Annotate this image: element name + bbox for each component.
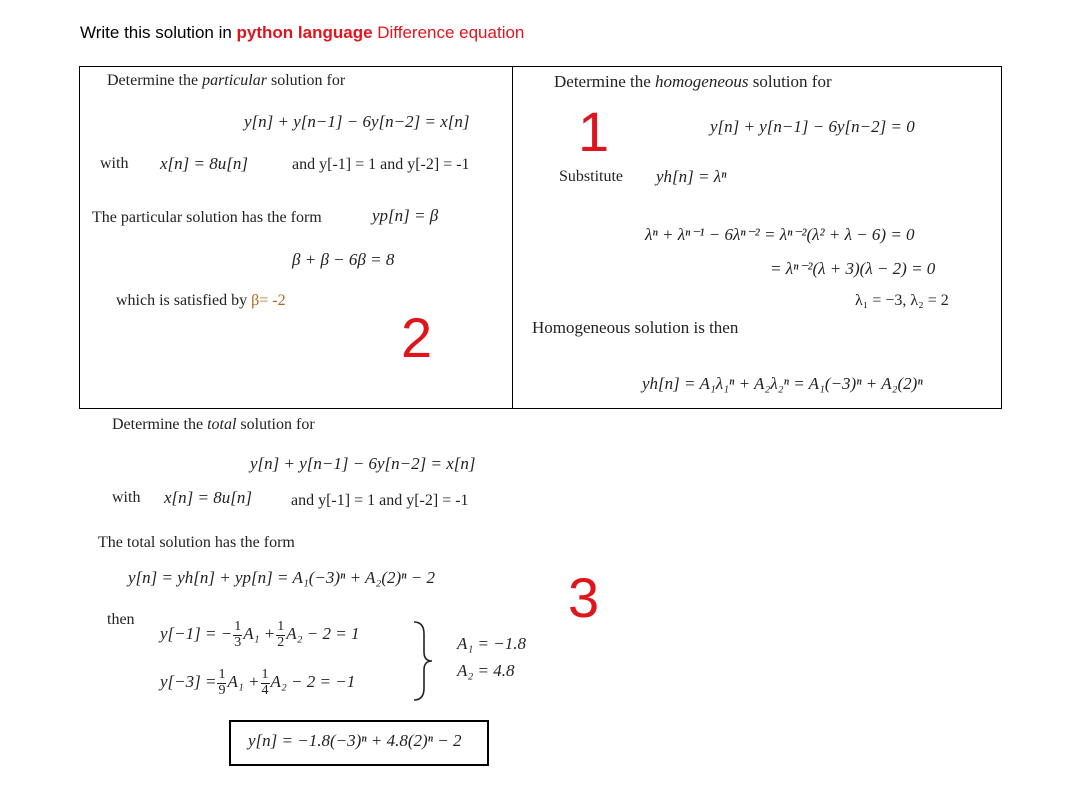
particular-input: x[n] = 8u[n] xyxy=(160,154,248,173)
particular-with-label: with xyxy=(100,155,129,172)
total-title: Determine the total solution for xyxy=(112,416,315,433)
fraction-1-4: $\frac{1}{4}$ xyxy=(261,667,269,698)
characteristic-equation-2: = λⁿ⁻²(λ + 3)(λ − 2) = 0 xyxy=(770,259,936,278)
system-equation-1: y[−1] = − $\frac{1}{3}$ A₁ + $\frac{1}{2}$ A₂ − 2 = 1 xyxy=(160,619,360,650)
total-input: x[n] = 8u[n] xyxy=(164,488,252,507)
substitute-label: Substitute xyxy=(559,168,624,185)
characteristic-equation-1: λⁿ + λⁿ⁻¹ − 6λⁿ⁻² = λⁿ⁻²(λ² + λ − 6) = 0 xyxy=(645,225,915,244)
total-form-equation: y[n] = yh[n] + yp[n] = A₁(−3)ⁿ + A₂(2)ⁿ − 2 xyxy=(128,568,435,587)
solution-table-divider xyxy=(512,66,513,408)
system-equation-2: y[−3] = $\frac{1}{9}$ A₁ + $\frac{1}{4}$ A₂ − 2 = −1 xyxy=(160,667,356,698)
marker-2: 2 xyxy=(401,306,433,369)
particular-title: Determine the particular solution for xyxy=(107,72,346,89)
particular-initial-conditions: and y[-1] = 1 and y[-2] = -1 xyxy=(292,156,470,173)
homogeneous-solution-equation: yh[n] = A₁λ₁ⁿ + A₂λ₂ⁿ = A₁(−3)ⁿ + A₂(2)ⁿ xyxy=(642,374,923,393)
fraction-1-3: $\frac{1}{3}$ xyxy=(234,619,242,650)
header-bold: python language xyxy=(236,23,373,42)
particular-equation: y[n] + y[n−1] − 6y[n−2] = x[n] xyxy=(244,112,470,131)
homogeneous-title: Determine the homogeneous solution for xyxy=(554,72,832,91)
beta-value: β= -2 xyxy=(251,292,286,309)
marker-1: 1 xyxy=(578,100,610,163)
fraction-1-9: $\frac{1}{9}$ xyxy=(218,667,226,698)
fraction-1-2: $\frac{1}{2}$ xyxy=(277,619,285,650)
then-label: then xyxy=(107,611,135,628)
homogeneous-solution-label: Homogeneous solution is then xyxy=(532,318,739,337)
total-initial-conditions: and y[-1] = 1 and y[-2] = -1 xyxy=(291,492,469,509)
substitute-equation: yh[n] = λⁿ xyxy=(656,167,727,186)
particular-satisfied: which is satisfied by β= -2 xyxy=(116,292,286,309)
roots: λ₁ = −3, λ₂ = 2 xyxy=(855,292,949,309)
total-equation: y[n] + y[n−1] − 6y[n−2] = x[n] xyxy=(250,454,476,473)
particular-form-label: The particular solution has the form xyxy=(92,209,322,226)
total-form-label: The total solution has the form xyxy=(98,534,295,551)
homogeneous-equation: y[n] + y[n−1] − 6y[n−2] = 0 xyxy=(710,117,915,136)
header-prefix: Write this solution in xyxy=(80,23,237,42)
a1-value: A₁ = −1.8 xyxy=(457,634,526,653)
total-with-label: with xyxy=(112,489,141,506)
system-brace xyxy=(410,620,436,702)
header-suffix: Difference equation xyxy=(372,23,525,42)
particular-beta-equation: β + β − 6β = 8 xyxy=(292,250,395,269)
particular-form-equation: yp[n] = β xyxy=(372,206,439,225)
marker-3: 3 xyxy=(568,566,600,629)
a2-value: A₂ = 4.8 xyxy=(457,661,515,680)
final-result: y[n] = −1.8(−3)ⁿ + 4.8(2)ⁿ − 2 xyxy=(248,731,462,750)
page-header xyxy=(80,23,524,43)
